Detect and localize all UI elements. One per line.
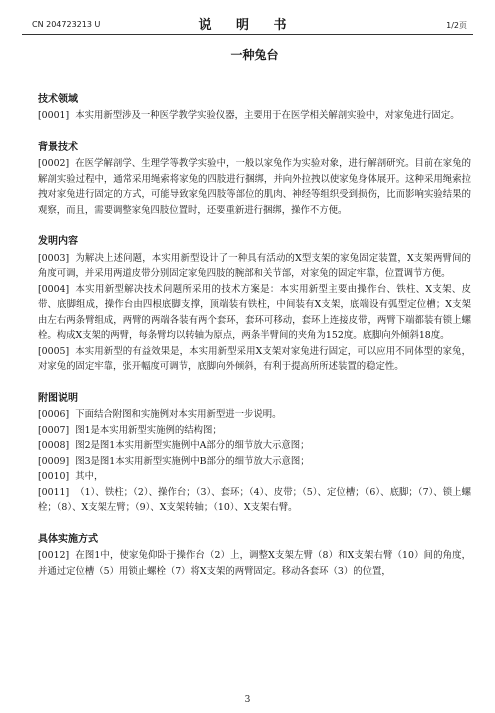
paragraph-text: 在图1中，使家兔仰卧于操作台（2）上，调整X支架左臂（8）和X支架右臂（10）间的角度，并通过定位槽（5）用锁止螺栓（7）将X支架的两臂固定。移动各套环（3）的位置， <box>38 550 471 577</box>
paragraph-number: [0003] <box>38 252 70 264</box>
document-type: 说 明 书 <box>198 18 297 33</box>
paragraph-text: 图1是本实用新型实施例的结构图； <box>75 424 222 436</box>
page-indicator: 1/2页 <box>446 21 467 30</box>
paragraph <box>38 469 471 485</box>
paragraph <box>38 548 471 579</box>
section-heading: 技术领域 <box>38 93 78 105</box>
section-heading: 背景技术 <box>38 141 78 153</box>
paragraph-number: [0004] <box>38 283 70 295</box>
paragraph <box>38 156 471 218</box>
paragraph <box>38 108 471 124</box>
paragraph-text: 图2是图1本实用新型实施例中A部分的细节放大示意图； <box>75 440 310 451</box>
document-title: 一种兔台 <box>230 48 279 62</box>
paragraph <box>38 438 471 454</box>
paragraph-number: [0002] <box>38 158 70 169</box>
paragraph-text: 图3是图1本实用新型实施例中B部分的细节放大示意图； <box>75 455 310 467</box>
paragraph-text: 本实用新型解决技术问题所采用的技术方案是：本实用新型主要由操作台、铁柱、X支架、皮带、底脚组成，操作台由四根底脚支撑，顶端装有铁柱，中间装有X支架，底端设有弧型定位槽；X支架由左右两条臂组成，两臂的两端各装有两个套环，套环可移动，套环上连接皮带，两臂下端都装有锁上螺栓。构成X支架的两臂，每条臂均以转轴为原点，两条半臂间的夹角为152度。底脚向外倾斜18度。 <box>38 283 471 341</box>
paragraph-number: [0012] <box>38 550 70 561</box>
paragraph-text: 在医学解剖学、生理学等教学实验中，一般以家兔作为实验对象，进行解剖研究。目前在家兔的解剖实验过程中，通常采用绳索将家兔的四肢进行捆绑，并向外拉拽以使家兔身体展开。这种采用绳索拉拽对家兔进行固定的方式，可能导致家兔四肢等部位的肌肉、神经等组织受到损伤，比而影响实验结果的观察，而且，需要调整家兔四肢位置时，还要重新进行捆绑，操作不方便。 <box>38 158 471 216</box>
paragraph <box>38 282 471 344</box>
paragraph <box>38 344 471 375</box>
section-heading: 附图说明 <box>38 392 78 404</box>
document-body <box>38 48 471 579</box>
paragraph <box>38 423 471 439</box>
paragraph-text: 本实用新型涉及一种医学教学实验仪器，主要用于在医学相关解剖实验中，对家兔进行固定。 <box>75 110 460 121</box>
paragraph-number: [0006] <box>38 409 70 420</box>
paragraph-text: 为解决上述问题，本实用新型设计了一种具有活动的X型支架的家兔固定装置，X支架两臂间的角度可调，并采用两道皮带分别固定家兔四肢的腕部和关节部，对家兔的固定牢靠，位置调节方便。 <box>38 252 471 279</box>
paragraph <box>38 485 471 516</box>
paragraph-number: [0001] <box>38 110 70 121</box>
paragraph-text: （1）、铁柱；（2）、操作台；（3）、套环；（4）、皮带；（5）、定位槽；（6）、底脚；（7）、锁上螺栓；（8）、X支架左臂；（9）、X支架转轴；（10）、X支架右臂。 <box>38 486 471 513</box>
page-number: 3 <box>244 695 251 705</box>
paragraph-number: [0007] <box>38 424 70 436</box>
paragraph <box>38 251 471 282</box>
section-heading: 发明内容 <box>38 236 78 247</box>
paragraph <box>38 407 471 423</box>
paragraph-number: [0011] <box>38 486 70 498</box>
patent-number: CN 204723213 U <box>32 20 101 29</box>
paragraph-text: 本实用新型的有益效果是，本实用新型采用X支架对家兔进行固定，可以应用不同体型的家兔，对家兔的固定牢靠，张开幅度可调节，底脚向外倾斜，有利于提高所所述装置的稳定性。 <box>38 345 471 372</box>
paragraph-number: [0008] <box>38 440 70 451</box>
page-header <box>22 12 473 35</box>
paragraph-number: [0010] <box>38 471 70 482</box>
paragraph-text: 其中， <box>75 471 104 482</box>
section-heading: 具体实施方式 <box>38 533 98 545</box>
paragraph <box>38 454 471 470</box>
paragraph-number: [0009] <box>38 455 70 467</box>
paragraph-number: [0005] <box>38 345 70 357</box>
paragraph-text: 下面结合附图和实施例对本实用新型进一步说明。 <box>75 409 282 420</box>
